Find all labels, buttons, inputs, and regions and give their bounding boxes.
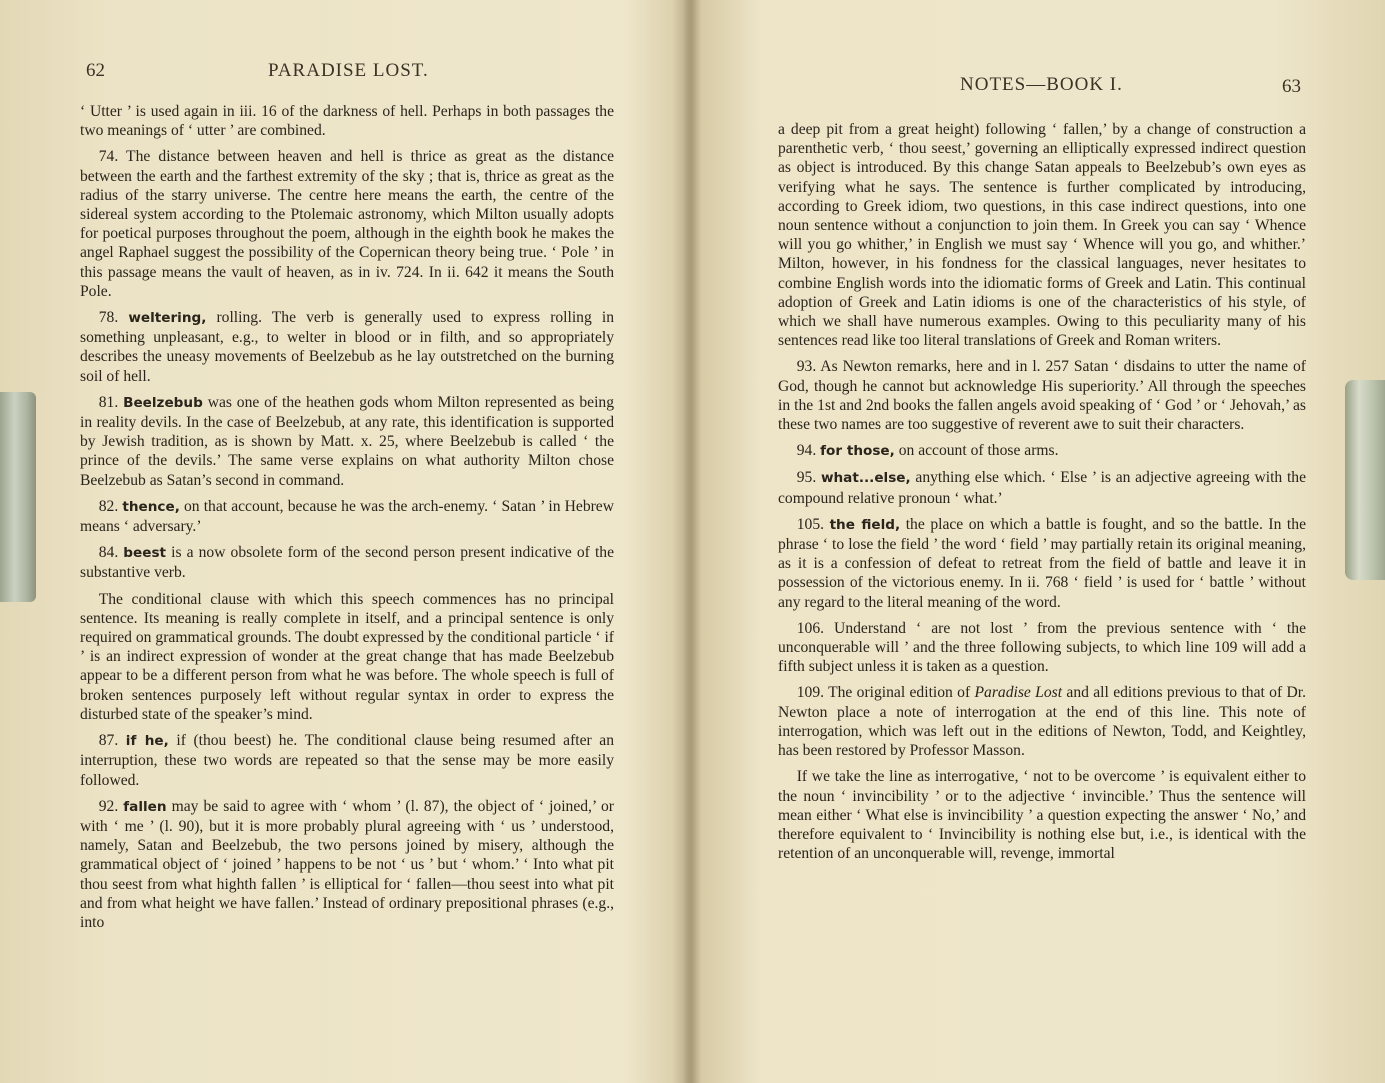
keyword: Beelzebub (123, 394, 203, 411)
right-page-number: 63 (1282, 76, 1301, 97)
keyword: for those, (820, 443, 895, 460)
paragraph: If we take the line as interrogative, ‘ not to be overcome ’ is equivalent either to the noun ‘ invincibility ’ or to the adjective ‘ invincible.’ Thus the sentence will mean either ‘ What else is invincibility ’ a question expecting the answer ‘ No,’ and therefore equivalent to ‘ Invincibility is nothing else but, i.e., is identical with the retention of an unconquerable will, revenge, immortal (778, 768, 1306, 863)
right-page-body (778, 120, 1306, 870)
left-page-clip (0, 392, 36, 602)
left-page-number: 62 (86, 60, 105, 81)
paragraph: 106. Understand ‘ are not lost ’ from the previous sentence with ‘ the unconquerable will ’ and the three following subjects, to which line 109 will add a fifth subject unless it is taken as a question. (778, 619, 1306, 676)
paragraph: 82. thence, on that account, because he was the arch-enemy. ‘ Satan ’ in Hebrew means ‘ adversary.’ (80, 497, 614, 536)
right-page (692, 0, 1385, 1083)
italic-title: Paradise Lost (974, 684, 1063, 702)
paragraph: 84. beest is a now obsolete form of the second person present indicative of the substantive verb. (80, 544, 614, 582)
paragraph: 81. Beelzebub was one of the heathen gods whom Milton represented as being in reality devils. In the case of Beelzebub, at any rate, this identification is supported by Jewish tradition, as is shown by Matt. x. 25, where Beelzebub is called ‘ the prince of the devils.’ The same verse explains on what authority Milton chose Beelzebub as Satan’s second in command. (80, 393, 614, 489)
paragraph: 94. for those, on account of those arms. (796, 442, 1059, 460)
keyword: weltering, (128, 310, 207, 327)
keyword: the field, (829, 516, 901, 533)
keyword: thence, (122, 498, 180, 515)
left-page (0, 0, 690, 1083)
paragraph: ‘ Utter ’ is used again in iii. 16 of the darkness of hell. Perhaps in both passages the two meanings of ‘ utter ’ are combined. (80, 103, 614, 140)
paragraph: 92. fallen may be said to agree with ‘ whom ’ (l. 87), the object of ‘ joined,’ or with ‘ me ’ (l. 90), but it is more probably plural agreeing with ‘ us ’ understood, namely, Satan and Beelzebub, the two persons joined by misery, although the grammatical object of ‘ joined ’ happens to be not ‘ us ’ but ‘ whom.’ ‘ Into what pit thou seest from what highth fallen ’ is elliptical for ‘ fallen—thou seest into what pit and from what height we have fallen.’ Instead of ordinary prepositional phrases (e.g., into (80, 797, 614, 931)
right-page-clip (1345, 380, 1385, 580)
right-running-head: NOTES—BOOK I. (960, 74, 1123, 95)
keyword: fallen (123, 798, 167, 815)
keyword: if he, (125, 733, 169, 750)
paragraph: a deep pit from a great height) following ‘ fallen,’ by a change of construction a parenthetic verb, ‘ thou seest,’ governing an elliptically expressed indirect question as object is introduced. By this change Satan appeals to Beelzebub’s own eyes as verifying what he says. The sentence is further complicated by introducing, according to Greek idiom, two questions, in this case indirect questions, into one noun sentence without a conjunction to join them. In Greek you can say ‘ Whence will you go whither,’ in English we must say ‘ Whence will you go, and whither.’ Milton, however, in his fondness for the classical languages, never hesitates to combine English words into the idiomatic forms of Greek and Latin. This continual adoption of Greek and Latin idioms is one of the characteristics of his style, of which we shall have numerous examples. Owing to this peculiarity many of his sentences read like too literal translations of Greek and Roman writers. (778, 121, 1306, 350)
paragraph: 78. weltering, rolling. The verb is generally used to express rolling in something unpleasant, e.g., to welter in blood or in filth, and so appropriately describes the uneasy movements of Beelzebub as he lay outstretched on the burning soil of hell. (80, 309, 614, 385)
paragraph: 109. The original edition of Paradise Lost and all editions previous to that of Dr. Newton place a note of interrogation at the end of this line. This note of interrogation, which was left out in the editions of Newton, Todd, and Keightley, has been restored by Professor Masson. (778, 684, 1306, 760)
keyword: beest (123, 545, 167, 562)
keyword: what...else, (820, 470, 911, 487)
paragraph: The conditional clause with which this speech commences has no principal sentence. Its meaning is really complete in itself, and a principal sentence is only required on grammatical grounds. The doubt expressed by the conditional particle ‘ if ’ is an indirect expression of wonder at the great change that has made Beelzebub appear to be a different person from what he was before. The whole speech is full of broken sentences purposely left without regular syntax in order to express the disturbed state of the speaker’s mind. (80, 590, 614, 723)
paragraph: 93. As Newton remarks, here and in l. 257 Satan ‘ disdains to utter the name of God, though he cannot but acknowledge His superiority.’ All through the speeches in the 1st and 2nd books the fallen angels avoid speaking of ‘ God ’ or ‘ Jehovah,’ as these two names are too suggestive of reverent awe to suit their characters. (778, 358, 1306, 434)
paragraph: 105. the field, the place on which a battle is fought, and so the battle. In the phrase ‘ to lose the field ’ the word ‘ field ’ may partially retain its original meaning, as it is a confession of defeat to retreat from the field of battle and leave it in possession of the victorious enemy. In ii. 768 ‘ field ’ is used for ‘ battle ’ without any regard to the literal meaning of the word. (778, 515, 1306, 611)
paragraph: 95. what...else, anything else which. ‘ Else ’ is an adjective agreeing with the compound relative pronoun ‘ what.’ (778, 469, 1306, 507)
paragraph: 74. The distance between heaven and hell is thrice as great as the distance between the earth and the farthest extremity of the sky ; that is, thrice as great as the radius of the starry universe. The centre here means the earth, the centre of the sidereal system according to the Ptolemaic astronomy, which Milton usually adopts for poetical purposes throughout the poem, although in the eighth book he makes the angel Raphael suggest the possibility of the Copernican theory being true. ‘ Pole ’ in this passage means the vault of heaven, as in iv. 724. In ii. 642 it means the South Pole. (80, 148, 614, 300)
left-page-body (80, 102, 614, 939)
paragraph: 87. if he, if (thou beest) he. The conditional clause being resumed after an interruption, these two words are repeated so that the sense may be more easily followed. (80, 732, 614, 789)
left-running-head: PARADISE LOST. (268, 60, 429, 81)
